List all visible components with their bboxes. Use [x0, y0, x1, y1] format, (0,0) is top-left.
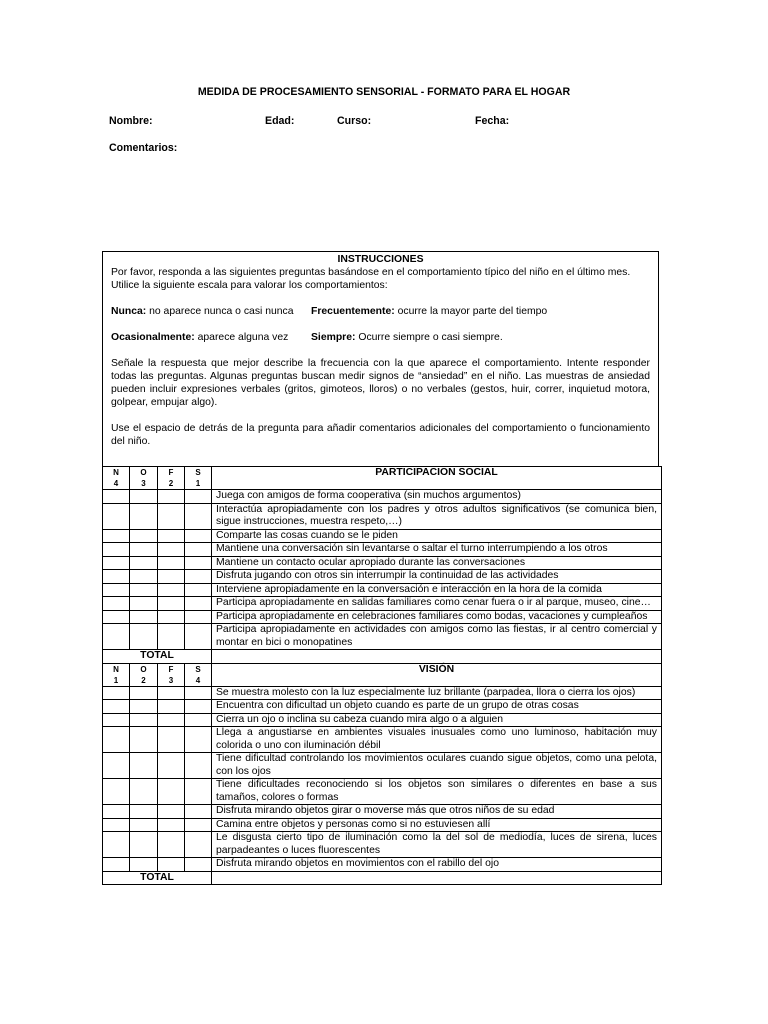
answer-cell[interactable] — [158, 503, 185, 529]
questionnaire-table — [102, 466, 662, 885]
instructions-paragraph-1: Señale la respuesta que mejor describe la frecuencia con la que aparece el comportamiento. Intente responder todas las preguntas. Algunas preguntas buscan medir signos de “ansiedad” en el niño. Las muestras de ansiedad pueden incluir expresiones verbales (gritos, gimoteos, lloros) o no verbales (gestos, huir, correr, inquietud motora, golpear, empujar algo). — [111, 358, 650, 408]
answer-cell[interactable] — [158, 832, 185, 858]
fecha-label: Fecha: — [475, 115, 510, 127]
answer-cell[interactable] — [130, 610, 158, 624]
instructions-paragraph-2: Use el espacio de detrás de la pregunta para añadir comentarios adicionales del comportamiento o funcionamiento del niño. — [111, 423, 650, 447]
answer-cell[interactable] — [185, 570, 212, 584]
answer-cell[interactable] — [185, 753, 212, 779]
answer-cell[interactable] — [185, 818, 212, 832]
siempre-text: Ocurre siempre o casi siempre. — [355, 332, 503, 343]
question-text: Tiene dificultades reconociendo si los objetos son similares o diferentes en base a sus tamaños, colores o formas — [212, 779, 662, 805]
answer-cell[interactable] — [103, 818, 130, 832]
scale-number: 2 — [168, 479, 174, 488]
answer-cell[interactable] — [158, 570, 185, 584]
scale-number: 2 — [141, 675, 146, 685]
nombre-label: Nombre: — [109, 115, 153, 127]
social-total-row — [103, 650, 662, 664]
answer-cell[interactable] — [130, 503, 158, 529]
answer-cell[interactable] — [130, 570, 158, 584]
answer-cell[interactable] — [103, 713, 130, 727]
table-row — [103, 624, 662, 650]
answer-cell[interactable] — [103, 543, 130, 557]
table-row — [103, 490, 662, 504]
answer-cell[interactable] — [185, 529, 212, 543]
frecuentemente-text: ocurre la mayor parte del tiempo — [394, 306, 548, 317]
answer-cell[interactable] — [185, 713, 212, 727]
question-text: Interviene apropiadamente en la conversación e interacción en la hora de la comida — [212, 583, 662, 597]
scale-number: 3 — [141, 479, 146, 488]
scale-letter: O — [140, 468, 147, 477]
question-text: Cierra un ojo o inclina su cabeza cuando mira algo o a alguien — [212, 713, 662, 727]
vision-scale-s — [185, 663, 212, 686]
answer-cell[interactable] — [185, 832, 212, 858]
vision-section-heading: VISIÓN — [212, 663, 662, 686]
table-row — [103, 686, 662, 700]
answer-cell[interactable] — [103, 805, 130, 819]
answer-cell[interactable] — [158, 686, 185, 700]
answer-cell[interactable] — [130, 583, 158, 597]
table-row — [103, 570, 662, 584]
answer-cell[interactable] — [158, 753, 185, 779]
instructions-intro: Por favor, responda a las siguientes preguntas basándose en el comportamiento típico del niño en el último mes. Utilice la siguiente escala para valorar los comportamientos: — [111, 267, 631, 291]
answer-cell[interactable] — [158, 805, 185, 819]
answer-cell[interactable] — [158, 610, 185, 624]
table-row — [103, 832, 662, 858]
answer-cell[interactable] — [130, 818, 158, 832]
answer-cell[interactable] — [130, 543, 158, 557]
answer-cell[interactable] — [158, 700, 185, 714]
nunca-text: no aparece nunca o casi nunca — [146, 306, 294, 317]
table-row — [103, 753, 662, 779]
answer-cell[interactable] — [185, 779, 212, 805]
vision-scale-o — [130, 663, 158, 686]
scale-letter: F — [168, 468, 174, 477]
table-row — [103, 529, 662, 543]
ocasionalmente-text: aparece alguna vez — [194, 332, 289, 343]
answer-cell[interactable] — [158, 779, 185, 805]
answer-cell[interactable] — [103, 529, 130, 543]
question-text: Participa apropiadamente en salidas familiares como cenar fuera o ir al parque, museo, cine… — [212, 597, 662, 611]
edad-label: Edad: — [265, 115, 295, 127]
question-text: Participa apropiadamente en actividades con amigos como las fiestas, ir al centro comercial y montar en bici o monopatines — [212, 624, 662, 650]
answer-cell[interactable] — [103, 597, 130, 611]
answer-cell[interactable] — [185, 490, 212, 504]
answer-cell[interactable] — [158, 597, 185, 611]
table-row — [103, 700, 662, 714]
answer-cell[interactable] — [130, 753, 158, 779]
scale-letter: F — [168, 664, 174, 674]
answer-cell[interactable] — [103, 583, 130, 597]
scale-number: 1 — [113, 675, 119, 685]
answer-cell[interactable] — [103, 624, 130, 650]
answer-cell[interactable] — [185, 805, 212, 819]
answer-cell[interactable] — [158, 858, 185, 872]
question-text: Tiene dificultad controlando los movimientos oculares cuando sigue objetos, como una pelota, con los ojos — [212, 753, 662, 779]
siempre-label: Siempre: — [311, 332, 356, 343]
table-row — [103, 503, 662, 529]
answer-cell[interactable] — [103, 700, 130, 714]
answer-cell[interactable] — [130, 858, 158, 872]
answer-cell[interactable] — [130, 490, 158, 504]
answer-cell[interactable] — [185, 700, 212, 714]
instructions-box — [102, 251, 659, 466]
scale-letter: S — [195, 468, 201, 477]
instructions-heading: INSTRUCCIONES — [337, 254, 424, 265]
vision-total-value[interactable] — [212, 871, 662, 885]
comentarios-label: Comentarios: — [109, 142, 178, 154]
answer-cell[interactable] — [130, 805, 158, 819]
vision-scale-f — [158, 663, 185, 686]
question-text: Se muestra molesto con la luz especialmente luz brillante (parpadea, llora o cierra los ojos) — [212, 686, 662, 700]
answer-cell[interactable] — [158, 543, 185, 557]
answer-cell[interactable] — [130, 686, 158, 700]
answer-cell[interactable] — [130, 727, 158, 753]
answer-cell[interactable] — [158, 490, 185, 504]
answer-cell[interactable] — [103, 858, 130, 872]
answer-cell[interactable] — [185, 727, 212, 753]
scale-number: 4 — [195, 675, 201, 685]
social-scale-o — [130, 467, 158, 490]
answer-cell[interactable] — [130, 624, 158, 650]
question-text: Llega a angustiarse en ambientes visuales inusuales como uno luminoso, habitación muy colorida o uno con iluminación débil — [212, 727, 662, 753]
answer-cell[interactable] — [130, 779, 158, 805]
answer-cell[interactable] — [185, 597, 212, 611]
question-text: Mantiene una conversación sin levantarse o saltar el turno interrumpiendo a los otros — [212, 543, 662, 557]
vision-scale-n — [103, 663, 130, 686]
scale-letter: S — [195, 664, 201, 674]
answer-cell[interactable] — [158, 556, 185, 570]
answer-cell[interactable] — [185, 858, 212, 872]
answer-cell[interactable] — [185, 686, 212, 700]
scale-number: 1 — [195, 479, 201, 488]
scale-number: 3 — [168, 675, 174, 685]
answer-cell[interactable] — [130, 556, 158, 570]
scale-letter: N — [113, 468, 119, 477]
question-text: Juega con amigos de forma cooperativa (sin muchos argumentos) — [212, 490, 662, 504]
answer-cell[interactable] — [130, 713, 158, 727]
question-text: Participa apropiadamente en celebraciones familiares como bodas, vacaciones y cumpleaños — [212, 610, 662, 624]
table-row — [103, 556, 662, 570]
social-total-value[interactable] — [212, 650, 662, 664]
scale-row-2 — [111, 331, 650, 344]
scale-row-1 — [111, 305, 650, 318]
question-text: Comparte las cosas cuando se le piden — [212, 529, 662, 543]
table-row — [103, 610, 662, 624]
vision-total-row — [103, 871, 662, 885]
answer-cell[interactable] — [185, 583, 212, 597]
social-header-row — [103, 467, 662, 490]
answer-cell[interactable] — [130, 832, 158, 858]
answer-cell[interactable] — [185, 503, 212, 529]
question-text: Le disgusta cierto tipo de iluminación como la del sol de mediodía, luces de sirena, luces parpadeantes o luces fluorescentes — [212, 832, 662, 858]
answer-cell[interactable] — [103, 490, 130, 504]
answer-cell[interactable] — [158, 713, 185, 727]
vision-header-row — [103, 663, 662, 686]
answer-cell[interactable] — [185, 556, 212, 570]
frecuentemente-label: Frecuentemente: — [311, 306, 395, 317]
answer-cell[interactable] — [103, 503, 130, 529]
answer-cell[interactable] — [103, 686, 130, 700]
answer-cell[interactable] — [158, 583, 185, 597]
answer-cell[interactable] — [103, 779, 130, 805]
table-row — [103, 818, 662, 832]
answer-cell[interactable] — [158, 624, 185, 650]
answer-cell[interactable] — [130, 700, 158, 714]
table-row — [103, 713, 662, 727]
table-row — [103, 779, 662, 805]
vision-total-label: TOTAL — [103, 871, 212, 885]
document-title: MEDIDA DE PROCESAMIENTO SENSORIAL - FORMATO PARA EL HOGAR — [197, 86, 571, 98]
answer-cell[interactable] — [103, 610, 130, 624]
table-row — [103, 805, 662, 819]
table-row — [103, 543, 662, 557]
answer-cell[interactable] — [158, 529, 185, 543]
question-text: Encuentra con dificultad un objeto cuando es parte de un grupo de otras cosas — [212, 700, 662, 714]
question-text: Disfruta mirando objetos girar o moverse más que otros niños de su edad — [212, 805, 662, 819]
answer-cell[interactable] — [130, 529, 158, 543]
answer-cell[interactable] — [103, 556, 130, 570]
answer-cell[interactable] — [185, 543, 212, 557]
answer-cell[interactable] — [185, 624, 212, 650]
table-row — [103, 858, 662, 872]
scale-letter: O — [140, 664, 147, 674]
social-scale-n — [103, 467, 130, 490]
social-section-heading: PARTICIPACION SOCIAL — [212, 467, 662, 490]
table-row — [103, 727, 662, 753]
answer-cell[interactable] — [130, 597, 158, 611]
answer-cell[interactable] — [103, 570, 130, 584]
answer-cell[interactable] — [103, 753, 130, 779]
question-text: Mantiene un contacto ocular apropiado durante las conversaciones — [212, 556, 662, 570]
answer-cell[interactable] — [103, 832, 130, 858]
social-scale-f — [158, 467, 185, 490]
question-text: Interactúa apropiadamente con los padres y otros adultos significativos (se comunica bien, sigue instrucciones, muestra respeto,…) — [212, 503, 662, 529]
social-scale-s — [185, 467, 212, 490]
social-total-label: TOTAL — [103, 650, 212, 664]
scale-number: 4 — [113, 479, 119, 488]
answer-cell[interactable] — [103, 727, 130, 753]
question-text: Camina entre objetos y personas como si no estuviesen allí — [212, 818, 662, 832]
table-row — [103, 583, 662, 597]
curso-label: Curso: — [337, 115, 372, 127]
ocasionalmente-label: Ocasionalmente: — [111, 332, 195, 343]
scale-letter: N — [113, 664, 119, 674]
nunca-label: Nunca: — [111, 306, 147, 317]
question-text: Disfruta mirando objetos en movimientos con el rabillo del ojo — [212, 858, 662, 872]
question-text: Disfruta jugando con otros sin interrumpir la continuidad de las actividades — [212, 570, 662, 584]
answer-cell[interactable] — [158, 727, 185, 753]
answer-cell[interactable] — [185, 610, 212, 624]
table-row — [103, 597, 662, 611]
answer-cell[interactable] — [158, 818, 185, 832]
